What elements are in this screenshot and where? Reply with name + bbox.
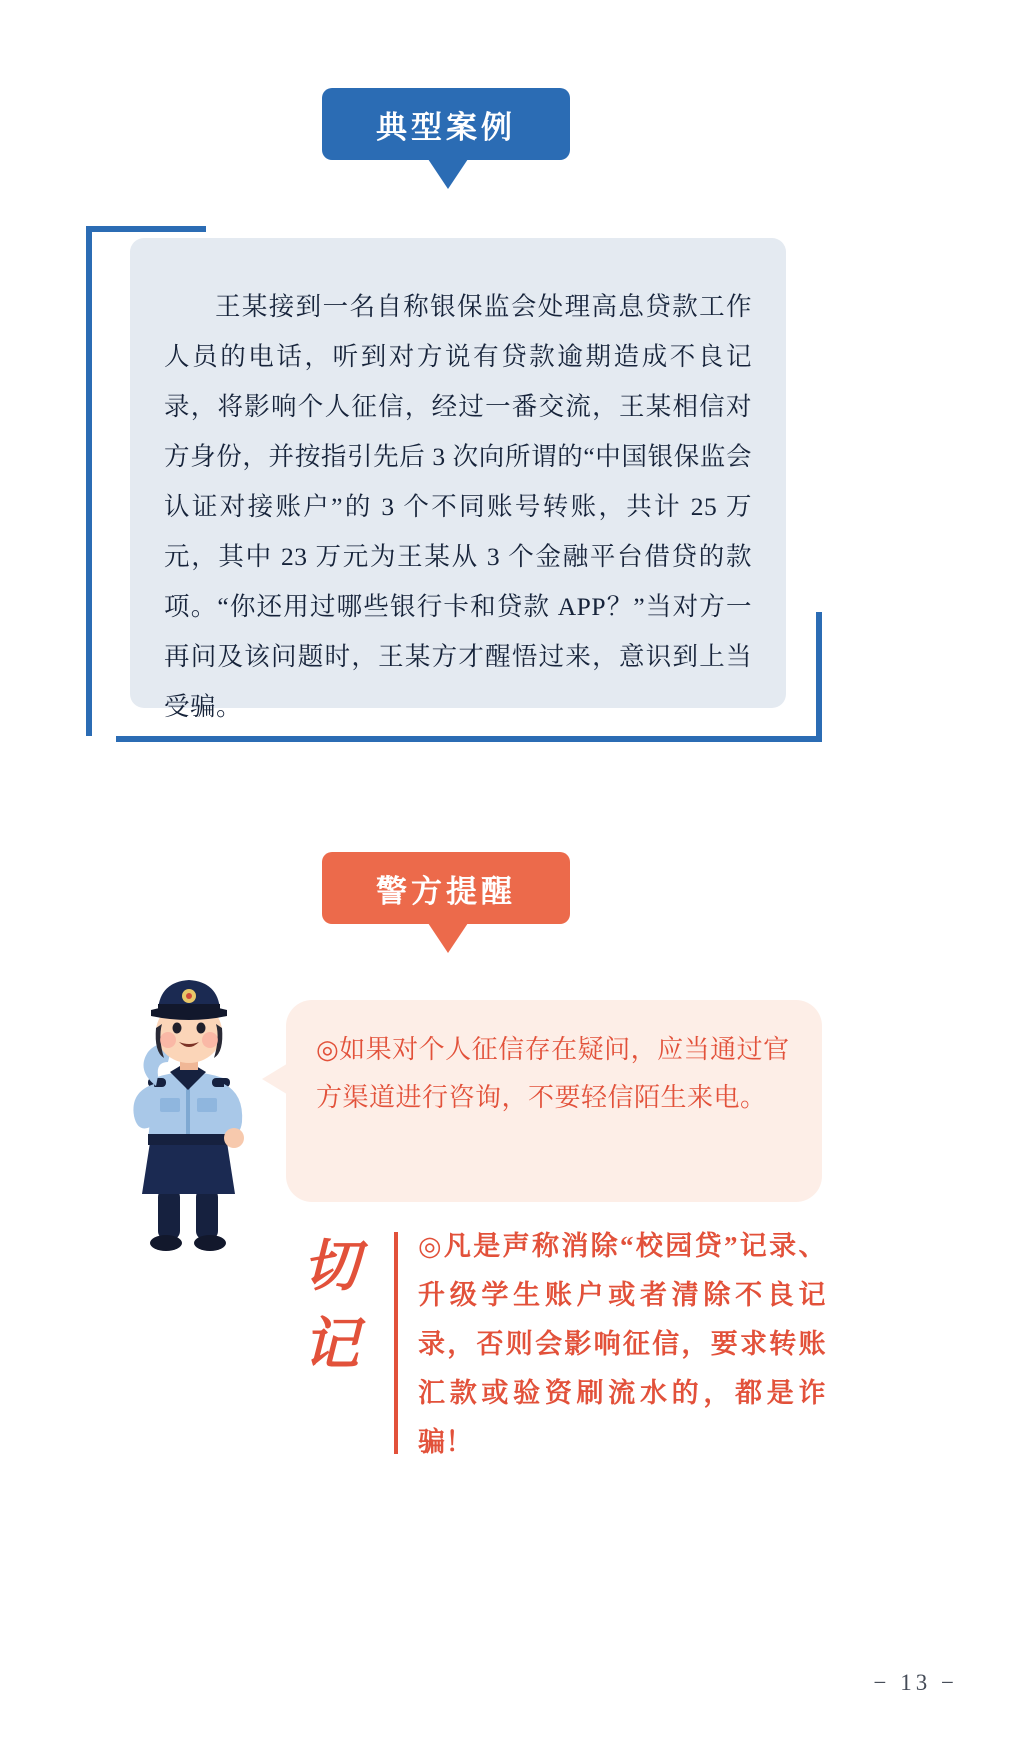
case-body-text: 王某接到一名自称银保监会处理高息贷款工作人员的电话，听到对方说有贷款逾期造成不良记录，将影响个人征信，经过一番交流，王某相信对方身份，并按指引先后 3 次向所谓的“中国银保监会认证对接账户”的 3 个不同账号转账，共计 25 万元，其中 23 万元为王某从 3 个金融平台借贷的款项。“你还用过哪些银行卡和贷款 APP？”当对方一再问及该问题时，王某方才醒悟过来，意识到上当受骗。: [164, 292, 752, 721]
tip-badge-pointer: [428, 923, 468, 953]
case-frame-bottom-bar: [116, 736, 822, 742]
case-badge-pointer: [428, 159, 468, 189]
tip-badge-label: 警方提醒: [376, 873, 516, 909]
police-tip-text: ◎如果对个人征信存在疑问，应当通过官方渠道进行咨询，不要轻信陌生来电。: [316, 1035, 790, 1112]
case-text-panel: [130, 238, 786, 721]
case-frame: [86, 226, 822, 742]
tip-section-badge: [322, 852, 570, 924]
police-tip-bubble: [286, 1000, 822, 1202]
case-section-badge: [322, 88, 570, 160]
remember-label: 切记: [303, 1236, 359, 1376]
case-badge-label: 典型案例: [376, 109, 516, 145]
case-frame-right-bar: [816, 612, 822, 742]
remember-divider: [394, 1232, 398, 1454]
case-frame-left-bar: [86, 226, 92, 736]
page-number: − 13 −: [873, 1670, 958, 1695]
case-frame-top-bar: [86, 226, 206, 232]
remember-note-text: ◎凡是声称消除“校园贷”记录、升级学生账户或者清除不良记录，否则会影响征信，要求转账汇款或验资刷流水的，都是诈骗！: [418, 1231, 826, 1457]
police-officer-illustration: [96, 966, 286, 1256]
